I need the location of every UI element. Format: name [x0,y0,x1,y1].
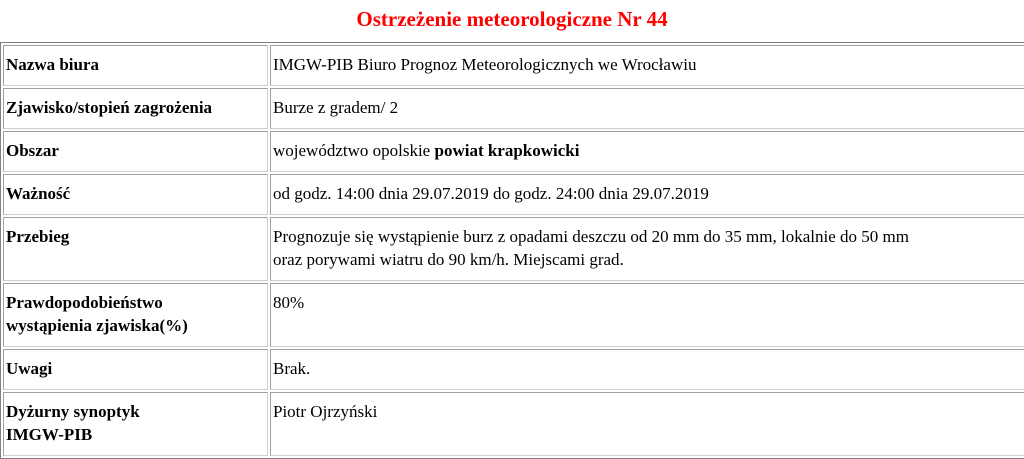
office-value: IMGW-PIB Biuro Prognoz Meteorologicznych we Wrocławiu [270,45,1024,86]
table-row-validity [3,174,1024,215]
table-row-area [3,131,1024,172]
table-row-forecaster [3,392,1024,456]
warning-table [0,42,1024,459]
office-label: Nazwa biura [3,45,268,86]
remarks-value: Brak. [270,349,1024,390]
course-label: Przebieg [3,217,268,281]
probability-label-line1: Prawdopodobieństwo [6,293,163,312]
warning-title: Ostrzeżenie meteorologiczne Nr 44 [356,7,668,31]
phenomenon-label: Zjawisko/stopień zagrożenia [3,88,268,129]
course-value-line1: Prognozuje się wystąpienie burz z opadami deszczu od 20 mm do 35 mm, lokalnie do 50 mm [273,227,909,246]
forecaster-label-line1: Dyżurny synoptyk [6,402,140,421]
phenomenon-value: Burze z gradem/ 2 [270,88,1024,129]
probability-value: 80% [270,283,1024,347]
area-voivodeship: województwo opolskie [273,141,435,160]
area-county: powiat krapkowicki [434,141,580,160]
probability-label-line2: wystąpienia zjawiska(%) [6,316,188,335]
course-value-line2: oraz porywami wiatru do 90 km/h. Miejscami grad. [273,250,624,269]
forecaster-value: Piotr Ojrzyński [270,392,1024,456]
forecaster-label-line2: IMGW-PIB [6,425,93,444]
course-value [270,217,1024,281]
table-row-remarks [3,349,1024,390]
validity-value: od godz. 14:00 dnia 29.07.2019 do godz. 24:00 dnia 29.07.2019 [270,174,1024,215]
table-row-course [3,217,1024,281]
remarks-label: Uwagi [3,349,268,390]
table-row-phenomenon [3,88,1024,129]
table-row-probability [3,283,1024,347]
forecaster-label [3,392,268,456]
table-row-office [3,45,1024,86]
area-value [270,131,1024,172]
area-label: Obszar [3,131,268,172]
validity-label: Ważność [3,174,268,215]
probability-label [3,283,268,347]
